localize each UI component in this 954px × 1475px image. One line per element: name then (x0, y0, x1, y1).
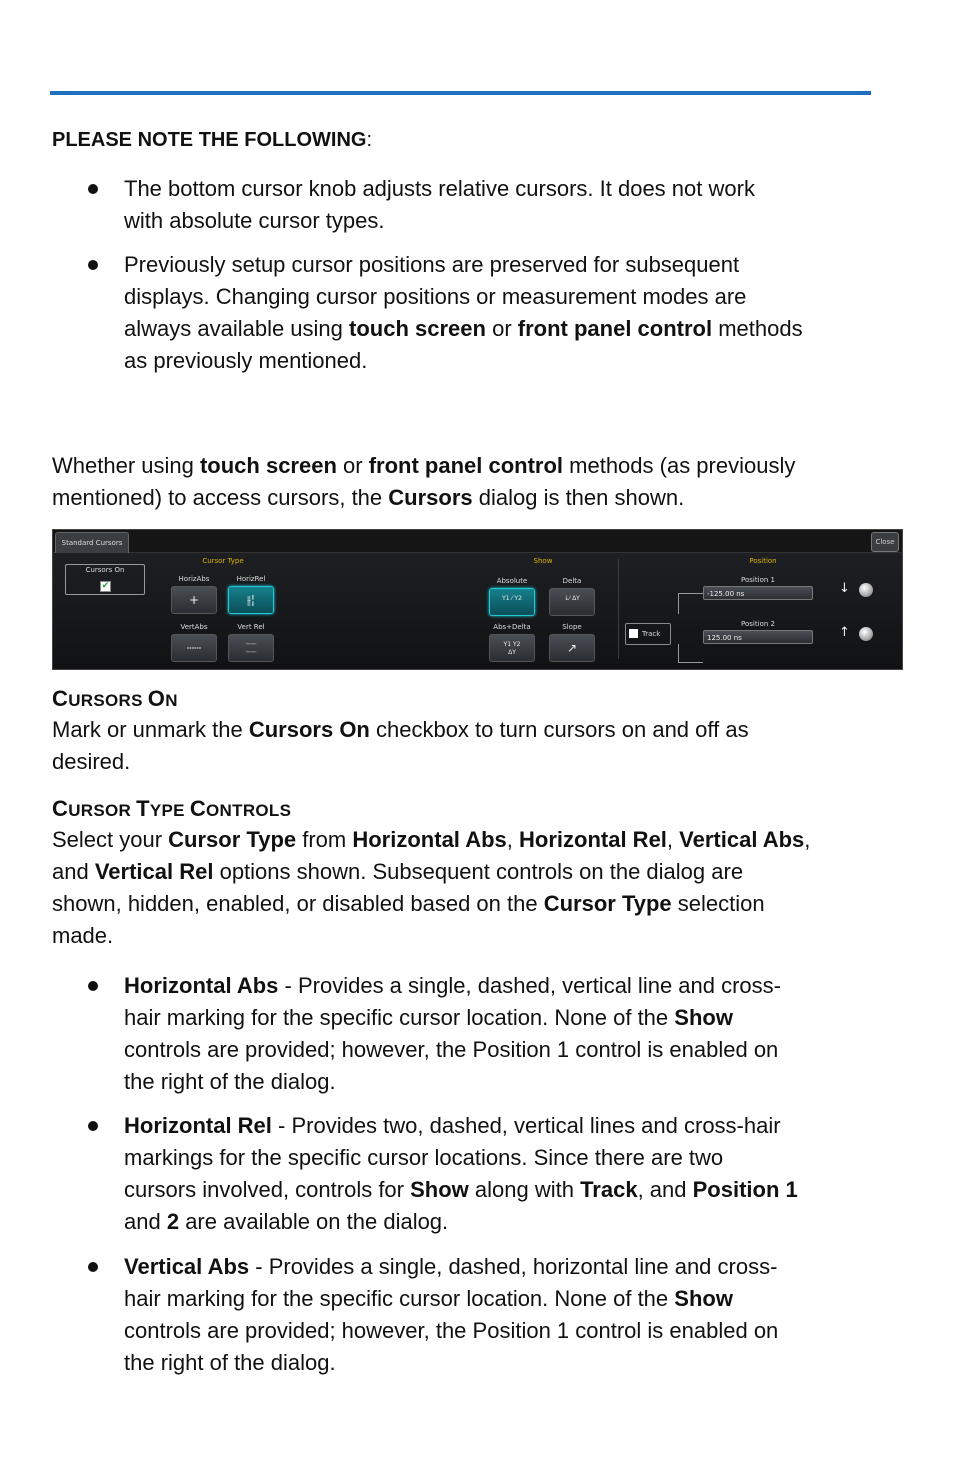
bullet-vertical-abs: Vertical Abs - Provides a single, dashed, horizontal line and cross- hair marking for the specific cursor location. None of the Show controls are provided; however, the Position 1 control is enabled on the right of the dialog. (124, 1254, 779, 1375)
bullet-horizontal-abs: Horizontal Abs - Provides a single, dashed, vertical line and cross- hair marking for the specific cursor location. None of the Show controls are provided; however, the Position 1 control is enabled on the right of the dialog. (124, 973, 781, 1094)
intro-paragraph: Whether using touch screen or front panel control methods (as previously mentioned) to access cursors, the Cursors dialog is then shown. (52, 453, 796, 510)
abs-delta-icon: Y1 Y2 ΔY (503, 641, 521, 656)
section-cursor-type: Cursor Type (202, 557, 244, 565)
vert-rel-button[interactable] (228, 634, 274, 662)
tab-standard-cursors[interactable]: Standard Cursors (55, 532, 129, 554)
bullet-dot (88, 260, 98, 270)
delta-label: Delta (562, 577, 582, 585)
position-1-label: Position 1 (741, 576, 775, 584)
knob-icon[interactable] (859, 583, 873, 597)
slope-button[interactable] (549, 634, 595, 662)
horiz-rel-button[interactable] (228, 586, 274, 614)
bullet-dot (88, 1121, 98, 1131)
cursor-type-paragraph: Select your Cursor Type from Horizontal Abs, Horizontal Rel, Vertical Abs, and Vertical Rel options shown. Subsequent controls on the dialog are shown, hidden, enabled, or disabled based on the Cursor Type selection made. (52, 827, 811, 948)
check-icon: ✔ (101, 581, 110, 591)
cursors-on-checkbox[interactable] (65, 564, 145, 595)
position-1-input[interactable]: -125.00 ns (703, 586, 813, 600)
slope-icon: ↗ (566, 641, 578, 655)
bullet-dot (88, 184, 98, 194)
arrow-up-icon: ↑ (839, 625, 850, 640)
vert-abs-button[interactable] (171, 634, 217, 662)
delta-button[interactable] (549, 588, 595, 616)
horiz-rel-label: HorizRel (236, 575, 266, 583)
header-rule (50, 91, 871, 95)
slope-label: Slope (562, 623, 582, 631)
dialog-topbar (53, 530, 902, 553)
section-show: Show (533, 557, 553, 565)
crosshair-icon: + (188, 593, 200, 607)
delta-icon: ↓⁄ ΔY (564, 595, 580, 602)
note-bullet-2: Previously setup cursor positions are preserved for subsequent displays. Changing cursor positions or measurement modes are always available using touch screen or front panel control methods as previously mentioned. (124, 252, 803, 373)
cursors-on-label: Cursors On (85, 566, 125, 574)
absolute-button[interactable] (489, 588, 535, 616)
bullet-dot (88, 1262, 98, 1272)
horiz-abs-label: HorizAbs (178, 575, 210, 583)
bullet-dot (88, 981, 98, 991)
section-position: Position (749, 557, 777, 565)
cursors-on-heading: CURSORS ON (52, 686, 178, 711)
knob-icon[interactable] (859, 627, 873, 641)
abs-delta-label: Abs+Delta (493, 623, 531, 631)
absolute-icon: Y1 ⁄ Y2 (502, 595, 522, 602)
horiz-abs-button[interactable] (171, 586, 217, 614)
track-checkbox[interactable] (625, 623, 671, 645)
position-2-input[interactable]: 125.00 ns (703, 630, 813, 644)
absolute-label: Absolute (496, 577, 528, 585)
abs-delta-button[interactable] (489, 634, 535, 662)
connector-line (678, 644, 703, 663)
cursors-on-paragraph: Mark or unmark the Cursors On checkbox to turn cursors on and off as desired. (52, 717, 749, 774)
dialog-body (53, 553, 902, 669)
position-2-label: Position 2 (741, 620, 775, 628)
arrow-down-icon: ↓ (839, 581, 850, 596)
horizontal-dash-icon: ┄┄ (186, 641, 202, 655)
track-label: Track (642, 630, 661, 638)
note-bullet-1: The bottom cursor knob adjusts relative cursors. It does not work with absolute cursor types. (124, 176, 755, 233)
dual-horizontal-dash-icon: ┄┄┄ ┄┄┄ (245, 641, 257, 656)
cursor-type-controls-heading: CURSOR TYPE CONTROLS (52, 796, 292, 821)
note-heading: PLEASE NOTE THE FOLLOWING: (52, 129, 373, 151)
dual-crosshair-icon: ⫲¦ (247, 593, 255, 607)
connector-line (678, 593, 703, 614)
cursors-dialog (52, 529, 903, 670)
close-button[interactable]: Close (871, 532, 899, 552)
vert-abs-label: VertAbs (180, 623, 208, 631)
section-divider (618, 559, 619, 659)
vert-rel-label: Vert Rel (237, 623, 265, 631)
bullet-horizontal-rel: Horizontal Rel - Provides two, dashed, vertical lines and cross-hair markings for the specific cursor locations. Since there are two cursors involved, controls for Show along with Track, and Position 1 and 2 are available on the dialog. (124, 1113, 798, 1234)
track-box (629, 629, 638, 638)
